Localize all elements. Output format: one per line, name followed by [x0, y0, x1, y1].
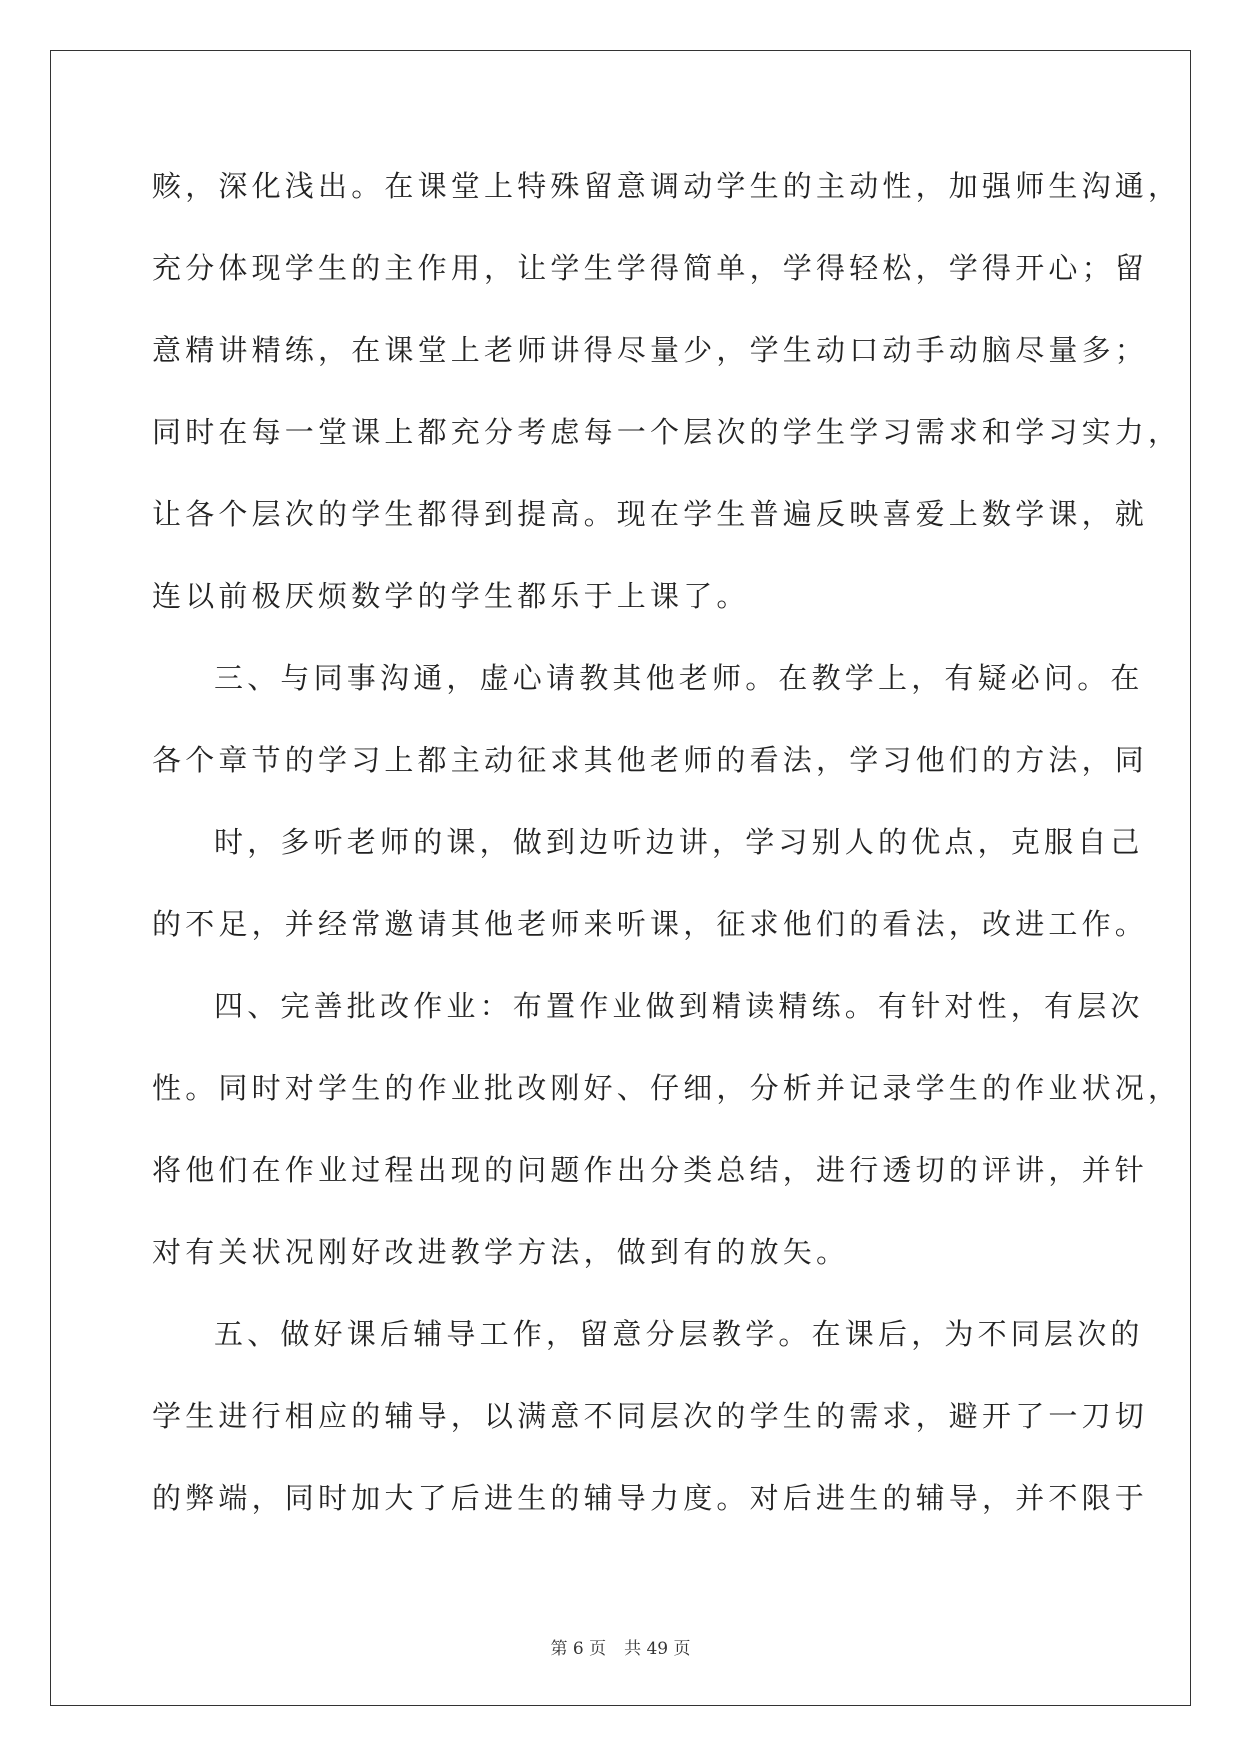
text-line: 对有关状况刚好改进教学方法，做到有的放矢。	[152, 1235, 850, 1269]
paragraph-start-line: 四、完善批改作业：布置作业做到精读精练。有针对性，有层次	[214, 989, 1144, 1023]
page-footer	[0, 1634, 1241, 1659]
text-line: 性。同时对学生的作业批改刚好、仔细，分析并记录学生的作业状况，	[152, 1071, 1182, 1105]
text-line: 的弊端，同时加大了后进生的辅导力度。对后进生的辅导，并不限于	[152, 1481, 1149, 1515]
paragraph-start-line: 时，多听老师的课，做到边听边讲，学习别人的优点，克服自己	[214, 825, 1144, 859]
page-number: 第 6 页	[550, 1639, 607, 1659]
text-line: 各个章节的学习上都主动征求其他老师的看法，学习他们的方法，同	[152, 743, 1149, 777]
text-line: 赅，深化浅出。在课堂上特殊留意调动学生的主动性，加强师生沟通，	[152, 169, 1182, 203]
paragraph-start-line: 三、与同事沟通，虚心请教其他老师。在教学上，有疑必问。在	[214, 661, 1144, 695]
text-line: 学生进行相应的辅导，以满意不同层次的学生的需求，避开了一刀切	[152, 1399, 1149, 1433]
text-line: 意精讲精练，在课堂上老师讲得尽量少，学生动口动手动脑尽量多；	[152, 333, 1149, 367]
text-line: 将他们在作业过程出现的问题作出分类总结，进行透切的评讲，并针	[152, 1153, 1149, 1187]
text-line: 同时在每一堂课上都充分考虑每一个层次的学生学习需求和学习实力，	[152, 415, 1182, 449]
text-line: 的不足，并经常邀请其他老师来听课，征求他们的看法，改进工作。	[152, 907, 1149, 941]
text-line: 充分体现学生的主作用，让学生学得简单，学得轻松，学得开心；留	[152, 251, 1149, 285]
page-total: 共 49 页	[624, 1639, 691, 1659]
text-line: 连以前极厌烦数学的学生都乐于上课了。	[152, 579, 750, 613]
paragraph-start-line: 五、做好课后辅导工作，留意分层教学。在课后，为不同层次的	[214, 1317, 1144, 1351]
document-body	[152, 145, 1182, 1539]
text-line: 让各个层次的学生都得到提高。现在学生普遍反映喜爱上数学课，就	[152, 497, 1149, 531]
